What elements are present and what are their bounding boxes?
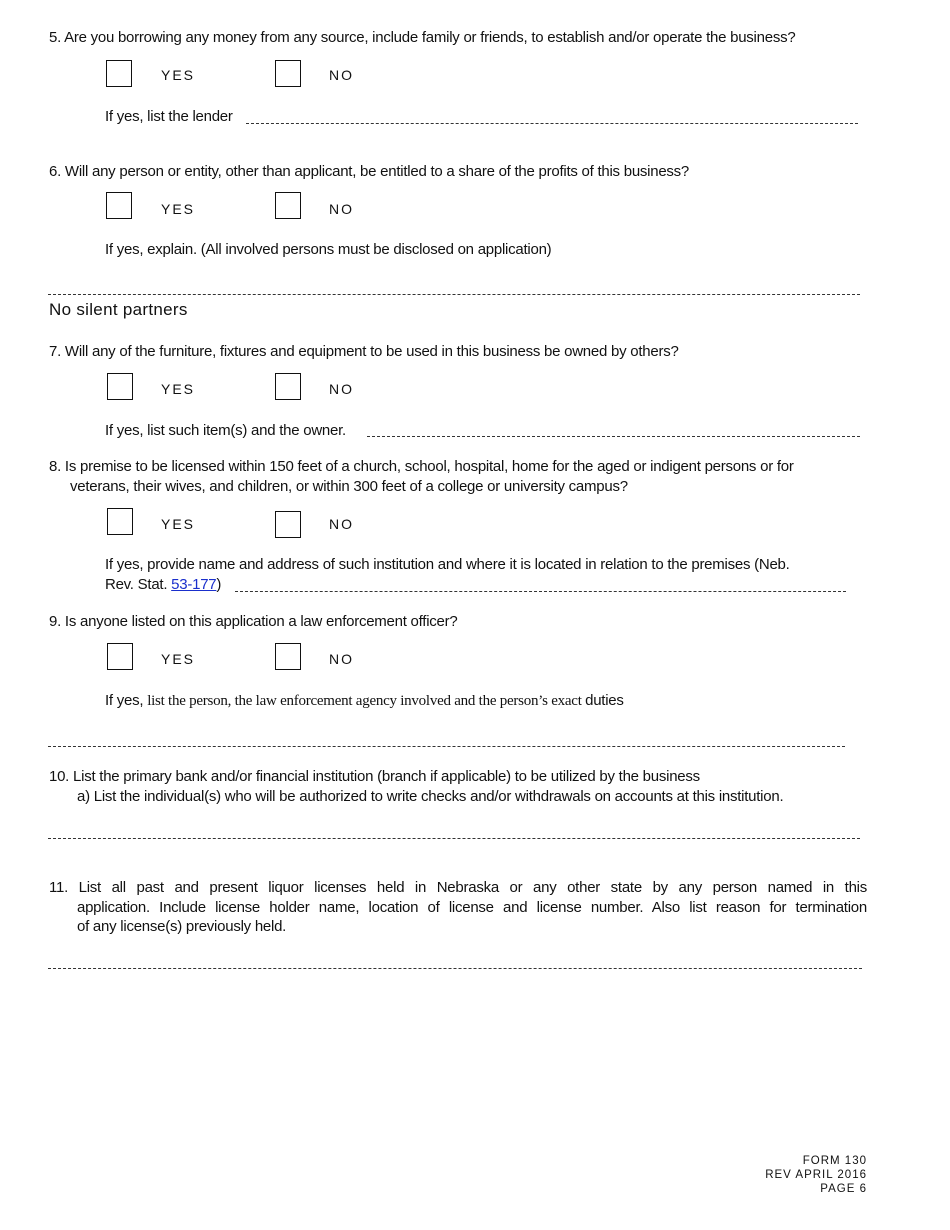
q6-no-label: NO [329,201,354,217]
q6-answer-text: No silent partners [49,300,188,319]
question-8-text-line2: veterans, their wives, and children, or within 300 feet of a college or university campus? [70,478,628,495]
question-11-line1: 11. List all past and present liquor licenses held in Nebraska or any other state by any person named in this [49,879,867,896]
form-number: FORM 130 [802,1155,867,1167]
q8-no-checkbox[interactable] [275,511,301,538]
q7-items-owner-field[interactable] [367,436,860,437]
q9-followup-label [105,691,624,711]
q8-followup-suffix: ) [216,576,222,593]
question-5-text: 5. Are you borrowing any money from any source, include family or friends, to establish and/or operate the business? [49,29,796,46]
q7-no-checkbox[interactable] [275,373,301,400]
q8-followup-line2 [105,575,221,595]
q7-yes-label: YES [161,381,196,397]
q9-yes-checkbox[interactable] [107,643,133,670]
q6-explain-field[interactable] [48,294,860,295]
q7-no-label: NO [329,381,354,397]
q9-yes-label: YES [161,651,196,667]
q6-followup-label: If yes, explain. (All involved persons must be disclosed on application) [105,241,552,258]
q9-officer-field[interactable] [48,746,845,747]
q8-no-label: NO [329,516,354,532]
form-revision: REV APRIL 2016 [765,1169,867,1181]
q6-yes-label: YES [161,201,196,217]
statute-link[interactable]: 53-177 [171,576,217,593]
q6-no-checkbox[interactable] [275,192,301,219]
q9-no-checkbox[interactable] [275,643,301,670]
question-10-text: 10. List the primary bank and/or financial institution (branch if applicable) to be utilized by the business [49,768,700,785]
question-9-text: 9. Is anyone listed on this application a law enforcement officer? [49,613,458,630]
q9-followup-b: list the person, the law enforcement agency involved and the person’s exact [147,693,586,709]
question-8-text-line1: 8. Is premise to be licensed within 150 feet of a church, school, hospital, home for the aged or indigent persons or for [49,458,794,475]
question-11-line3: of any license(s) previously held. [77,918,287,935]
question-11-line2: application. Include license holder name, location of license and license number. Also list reason for termination [77,899,867,916]
question-6-text: 6. Will any person or entity, other than applicant, be entitled to a share of the profits of this business? [49,163,690,180]
question-7-text: 7. Will any of the furniture, fixtures and equipment to be used in this business be owned by others? [49,343,679,360]
q8-followup-line1: If yes, provide name and address of such institution and where it is located in relation to the premises (Neb. [105,556,790,573]
q7-yes-checkbox[interactable] [107,373,133,400]
q5-yes-label: YES [161,67,196,83]
q9-followup-c: duties [585,692,624,709]
q6-yes-checkbox[interactable] [106,192,132,219]
q8-institution-field[interactable] [235,591,846,592]
q5-no-label: NO [329,67,354,83]
q7-followup-label: If yes, list such item(s) and the owner. [105,422,346,439]
q8-followup-prefix: Rev. Stat. [105,576,172,593]
q10-bank-field[interactable] [48,838,860,839]
q11-licenses-field[interactable] [48,968,862,969]
q8-yes-checkbox[interactable] [107,508,133,535]
q9-no-label: NO [329,651,354,667]
page-number: PAGE 6 [820,1183,867,1195]
q5-followup-label: If yes, list the lender [105,108,233,125]
q5-lender-field[interactable] [246,123,858,124]
question-10-sub: a) List the individual(s) who will be authorized to write checks and/or withdrawals on accounts at this institution. [77,788,784,805]
q8-yes-label: YES [161,516,196,532]
q5-yes-checkbox[interactable] [106,60,132,87]
q5-no-checkbox[interactable] [275,60,301,87]
form-footer [765,1154,867,1196]
q9-followup-a: If yes, [105,692,148,709]
